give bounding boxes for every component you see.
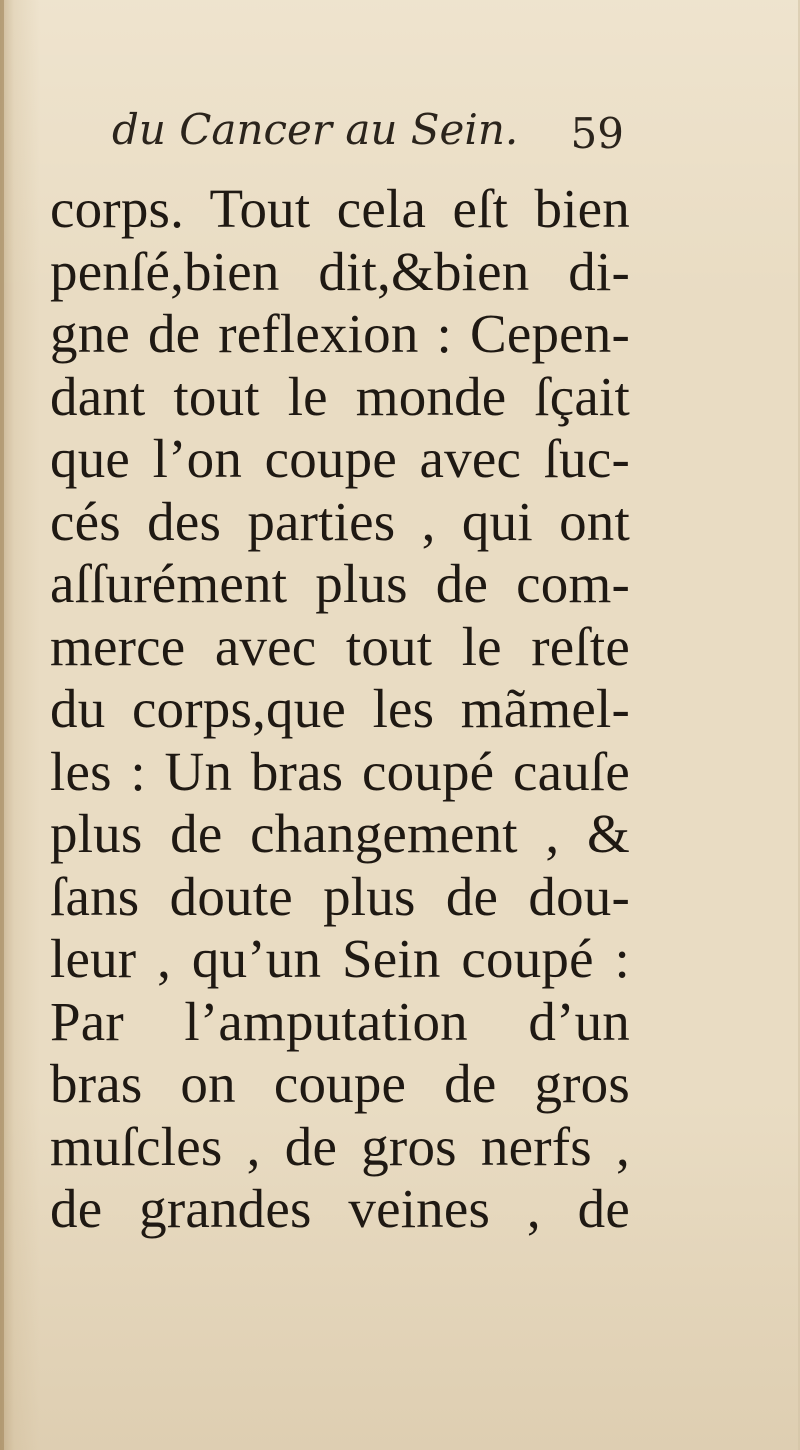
page-gutter-edge (0, 0, 4, 1450)
text-line: de grandes veines , de (50, 1178, 630, 1239)
text-line: ſans doute plus de dou- (50, 865, 630, 927)
text-line: merce avec tout le reſte (50, 615, 630, 677)
text-line: plus de changement , & (50, 803, 630, 864)
page-number: 59 (570, 109, 624, 158)
body-text (50, 178, 630, 1241)
text-line: gne de reflexion : Cepen- (50, 303, 630, 364)
text-line: cés des parties , qui ont (50, 490, 630, 552)
text-line: corps. Tout cela eſt bien (50, 178, 630, 239)
text-line: muſcles , de gros nerfs , (50, 1115, 630, 1177)
text-line: du corps,que les mãmel- (50, 678, 630, 739)
page-header (112, 105, 632, 165)
text-line: penſé,bien dit,&bien di- (50, 240, 630, 302)
text-line: les : Un bras coupé cauſe (50, 740, 630, 802)
text-line: leur , qu’un Sein coupé : (50, 928, 630, 989)
text-line: Par l’amputation d’un (50, 990, 630, 1052)
text-line: dant tout le monde ſçait (50, 365, 630, 427)
text-line: bras on coupe de gros (50, 1053, 630, 1114)
text-line: que l’on coupe avec ſuc- (50, 428, 630, 489)
running-title: du Cancer au Sein. (112, 105, 519, 154)
text-line: aſſurément plus de com- (50, 553, 630, 614)
